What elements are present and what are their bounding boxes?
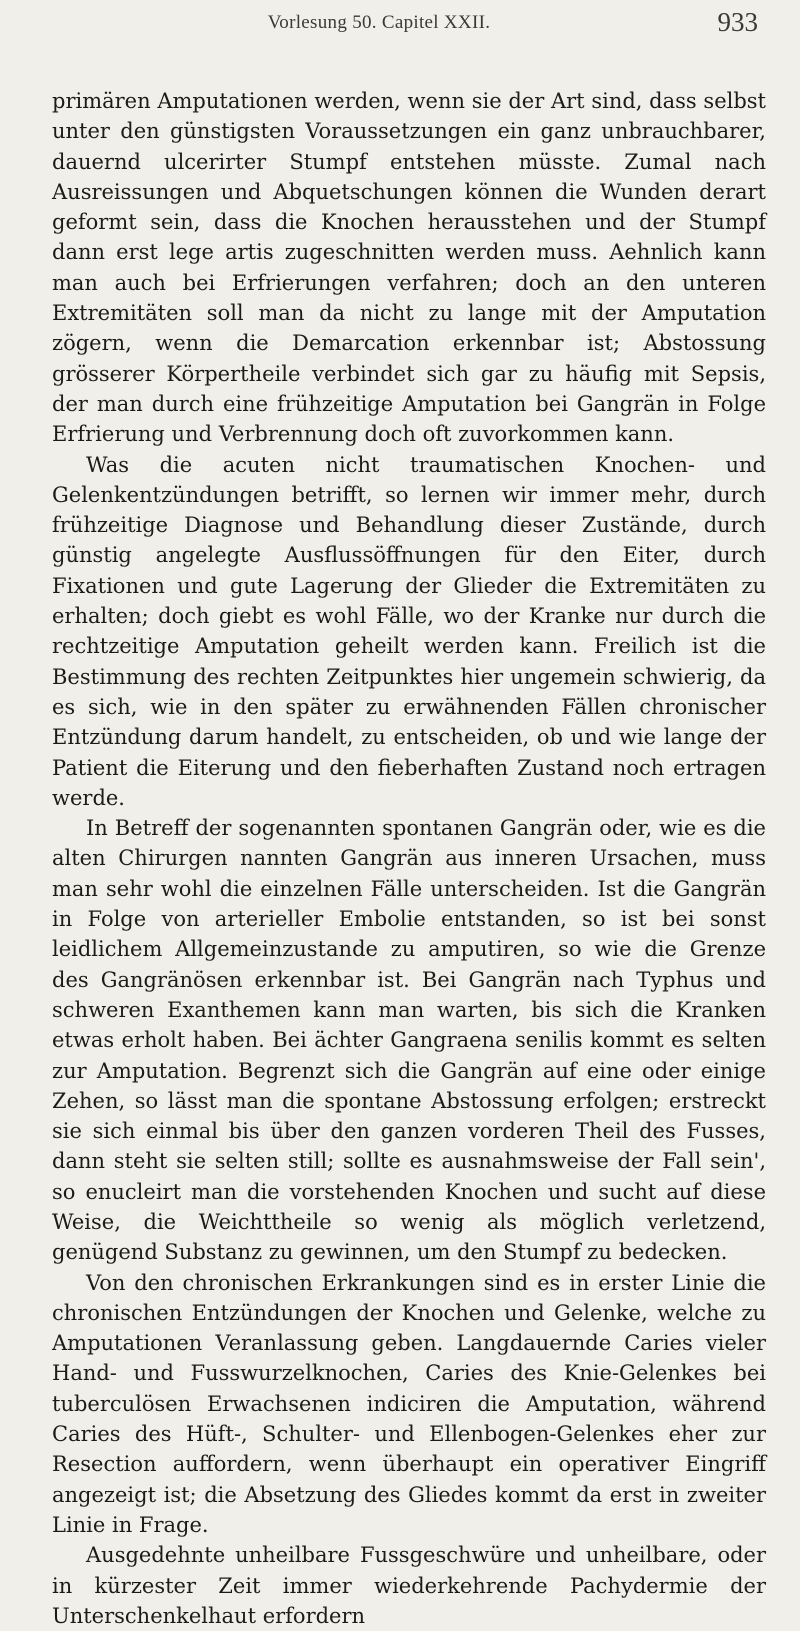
paragraph-3: In Betreff der sogenannten spontanen Gangrän oder, wie es die alten Chirurgen nannten Gangrän aus inneren Ursachen, muss man sehr wohl die einzelnen Fälle unterscheiden. Ist die Gangrän in Folge von arterieller Embolie entstanden, so ist bei sonst leidlichem Allgemeinzustande zu amputiren, so wie die Grenze des Gangränösen erkennbar ist. Bei Gangrän nach Typhus und schweren Exanthemen kann man warten, bis sich die Kranken etwas erholt haben. Bei ächter Gangraena senilis kommt es selten zur Amputation. Begrenzt sich die Gangrän auf eine oder einige Zehen, so lässt man die spontane Abstossung erfolgen; erstreckt sie sich einmal bis über den ganzen vorderen Theil des Fusses, dann steht sie selten still; sollte es ausnahmsweise der Fall sein', so enucleirt man die vorstehenden Knochen und sucht auf diese Weise, die Weichttheile so wenig als möglich verletzend, genügend Substanz zu gewinnen, um den Stumpf zu bedecken. xyxy=(52,816,766,1265)
body-text xyxy=(52,86,766,1631)
running-head: Vorlesung 50. Capitel XXII. xyxy=(267,12,491,33)
paragraph-4: Von den chronischen Erkrankungen sind es in erster Linie die chronischen Entzündungen der Knochen und Gelenke, welche zu Amputationen Veranlassung geben. Langdauernde Caries vieler Hand- und Fusswurzelknochen, Caries des Knie-Gelenkes bei tuberculösen Erwachsenen indiciren die Amputation, während Caries des Hüft-, Schulter- und Ellenbogen-Gelenkes eher zur Resection auffordern, wenn überhaupt ein operativer Eingriff angezeigt ist; die Absetzung des Gliedes kommt da erst in zweiter Linie in Frage. xyxy=(52,1270,766,1537)
paragraph-5: Ausgedehnte unheilbare Fussgeschwüre und unheilbare, oder in kürzester Zeit immer wiederkehrende Pachydermie der Unterschenkelhaut erfordern xyxy=(52,1543,766,1628)
paragraph-1: primären Amputationen werden, wenn sie der Art sind, dass selbst unter den günstigsten Voraussetzungen ein ganz unbrauchbarer, dauernd ulcerirter Stumpf entstehen müsste. Zumal nach Ausreissungen und Abquetschungen können die Wunden derart geformt sein, dass die Knochen herausstehen und der Stumpf dann erst lege artis zugeschnitten werden muss. Aehnlich kann man auch bei Erfrierungen verfahren; doch an den unteren Extremitäten soll man da nicht zu lange mit der Amputation zögern, wenn die Demarcation erkennbar ist; Abstossung grösserer Körpertheile verbindet sich gar zu häufig mit Sepsis, der man durch eine frühzeitige Amputation bei Gangrän in Folge Erfrierung und Verbrennung doch oft zuvorkommen kann. xyxy=(52,89,766,447)
paragraph-2: Was die acuten nicht traumatischen Knochen- und Gelenkentzündungen betrifft, so lernen wir immer mehr, durch frühzeitige Diagnose und Behandlung dieser Zustände, durch günstig angelegte Ausflussöffnungen für den Eiter, durch Fixationen und gute Lagerung der Glieder die Extremitäten zu erhalten; doch giebt es wohl Fälle, wo der Kranke nur durch die rechtzeitige Amputation geheilt werden kann. Freilich ist die Bestimmung des rechten Zeitpunktes hier ungemein schwierig, da es sich, wie in den später zu erwähnenden Fällen chronischer Entzündung darum handelt, zu entscheiden, ob und wie lange der Patient die Eiterung und den fieberhaften Zustand noch ertragen werde. xyxy=(52,452,766,810)
page-header xyxy=(52,0,766,44)
page-number: 933 xyxy=(717,7,758,37)
